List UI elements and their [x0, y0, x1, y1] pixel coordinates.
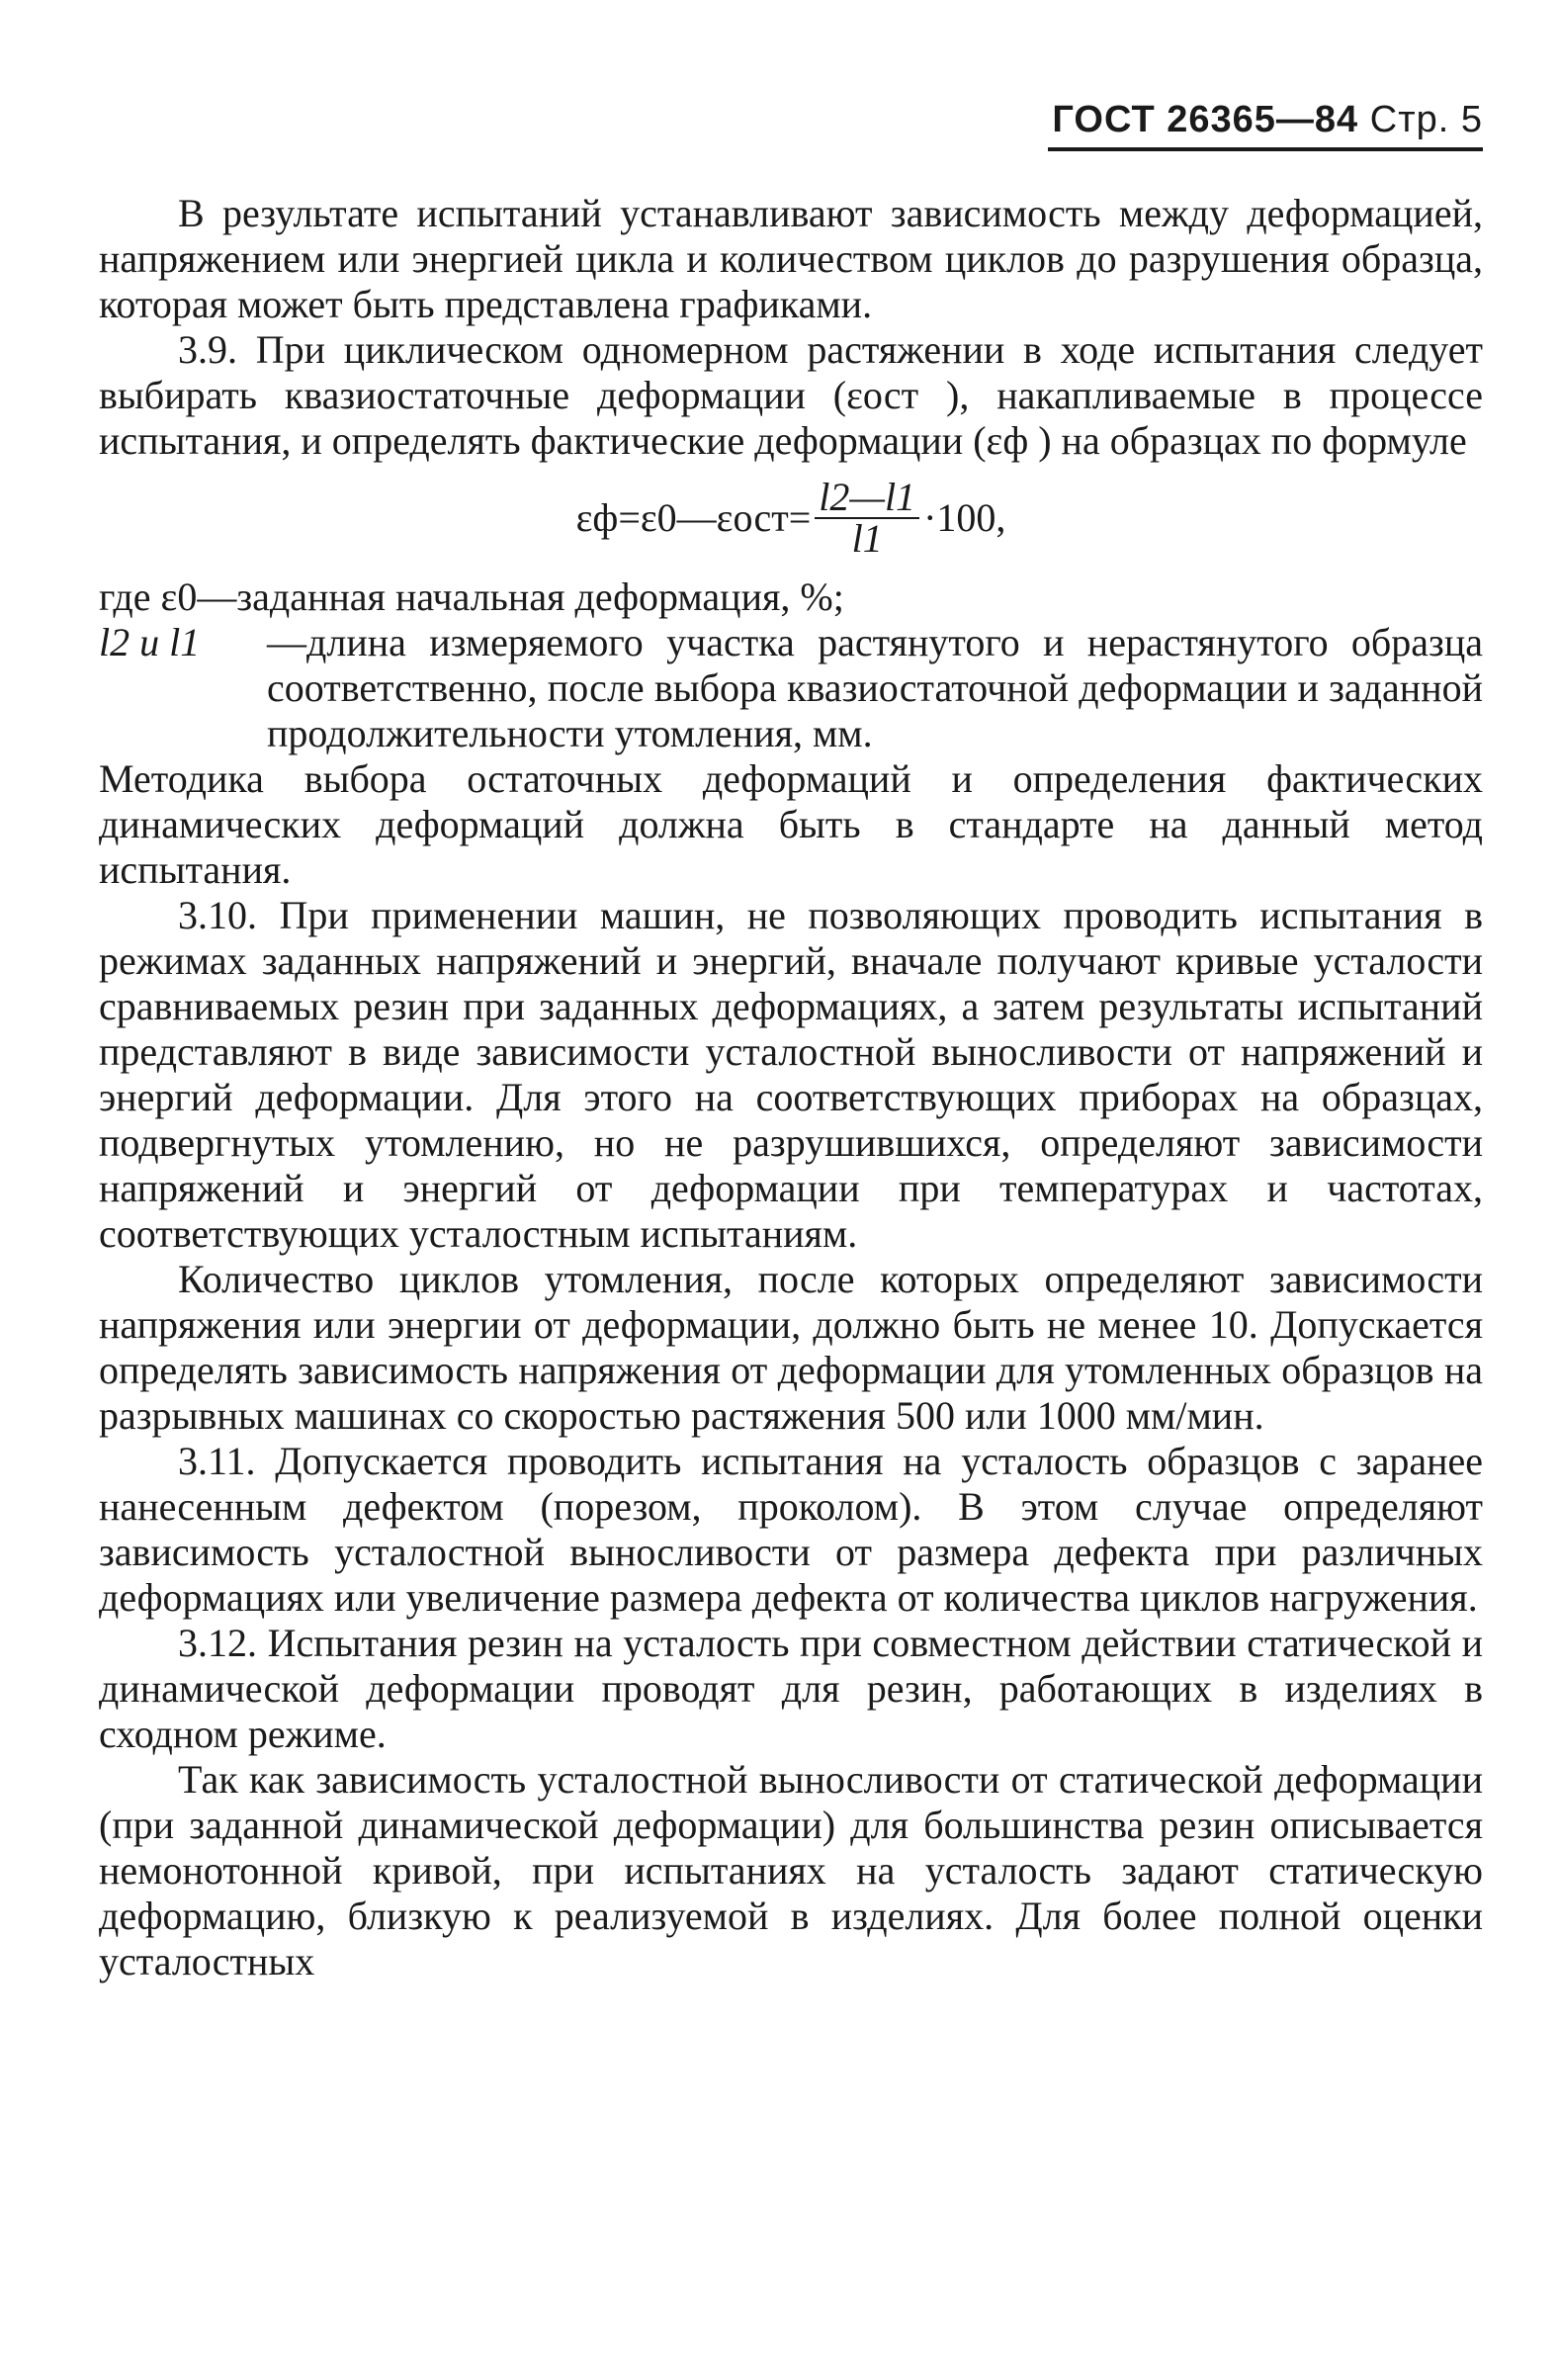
formula-numerator: l2—l1 — [815, 478, 919, 519]
page-number: Стр. 5 — [1369, 99, 1483, 140]
paragraph-3-12: 3.12. Испытания резин на усталость при совместном действии статической и динамической деформации проводят для резин, работающих в изделиях в сходном режиме. — [99, 1621, 1483, 1756]
formula-fraction — [815, 475, 919, 561]
paragraph: В результате испытаний устанавливают зависимость между деформацией, напряжением или энергией цикла и количеством циклов до разрушения образца, которая может быть представлена графиками. — [99, 191, 1483, 326]
paragraph: Методика выбора остаточных деформаций и определения фактических динамических деформаций должна быть в стандарте на данный метод испытания. — [99, 756, 1483, 892]
paragraph-3-9: 3.9. При циклическом одномерном растяжении в ходе испытания следует выбирать квазиостаточные деформации (εост ), накапливаемые в процессе испытания, и определять фактические деформации (εф ) на образцах по формуле — [99, 327, 1483, 463]
paragraph-3-11: 3.11. Допускается проводить испытания на усталость образцов с заранее нанесенным дефектом (порезом, проколом). В этом случае определяют зависимость усталостной выносливости от размера дефекта при различных деформациях или увеличение размера дефекта от количества циклов нагружения. — [99, 1439, 1483, 1620]
definition-lengths — [99, 620, 1483, 756]
page-header — [1048, 99, 1483, 151]
formula — [99, 475, 1483, 561]
definition-body: —длина измеряемого участка растянутого и нерастянутого образца соответственно, после выбора квазиостаточной деформации и заданной продолжительности утомления, мм. — [267, 620, 1483, 755]
paragraph: Так как зависимость усталостной выносливости от статической деформации (при заданной динамической деформации) для большинства резин описывается немонотонной кривой, при испытаниях на усталость задают статическую деформацию, близкую к реализуемой в изделиях. Для более полной оценки усталостных — [99, 1757, 1483, 1983]
standard-number: ГОСТ 26365—84 — [1052, 99, 1359, 140]
paragraph-3-10: 3.10. При применении машин, не позволяющих проводить испытания в режимах заданных напряжений и энергий, вначале получают кривые усталости сравниваемых резин при заданных деформациях, а затем результаты испытаний представляют в виде зависимости усталостной выносливости от напряжений и энергий деформации. Для этого на соответствующих приборах на образцах, подвергнутых утомлению, но не разрушившихся, определяют зависимости напряжений и энергий от деформации при температурах и частотах, соответствующих усталостным испытаниям. — [99, 893, 1483, 1256]
formula-lhs: εф=ε0—εост= — [575, 495, 812, 540]
document-body — [99, 191, 1483, 1984]
formula-denominator: l1 — [851, 516, 883, 561]
paragraph: Количество циклов утомления, после которых определяют зависимости напряжения или энергии от деформации, должно быть не менее 10. Допускается определять зависимость напряжения от деформации для утомленных образцов на разрывных машинах со скоростью растяжения 500 или 1000 мм/мин. — [99, 1257, 1483, 1438]
formula-tail: ·100, — [923, 495, 1006, 540]
definition-term: l2 и l1 — [99, 620, 201, 664]
document-page — [99, 99, 1483, 1984]
definition-e0: где ε0—заданная начальная деформация, %; — [99, 574, 844, 619]
